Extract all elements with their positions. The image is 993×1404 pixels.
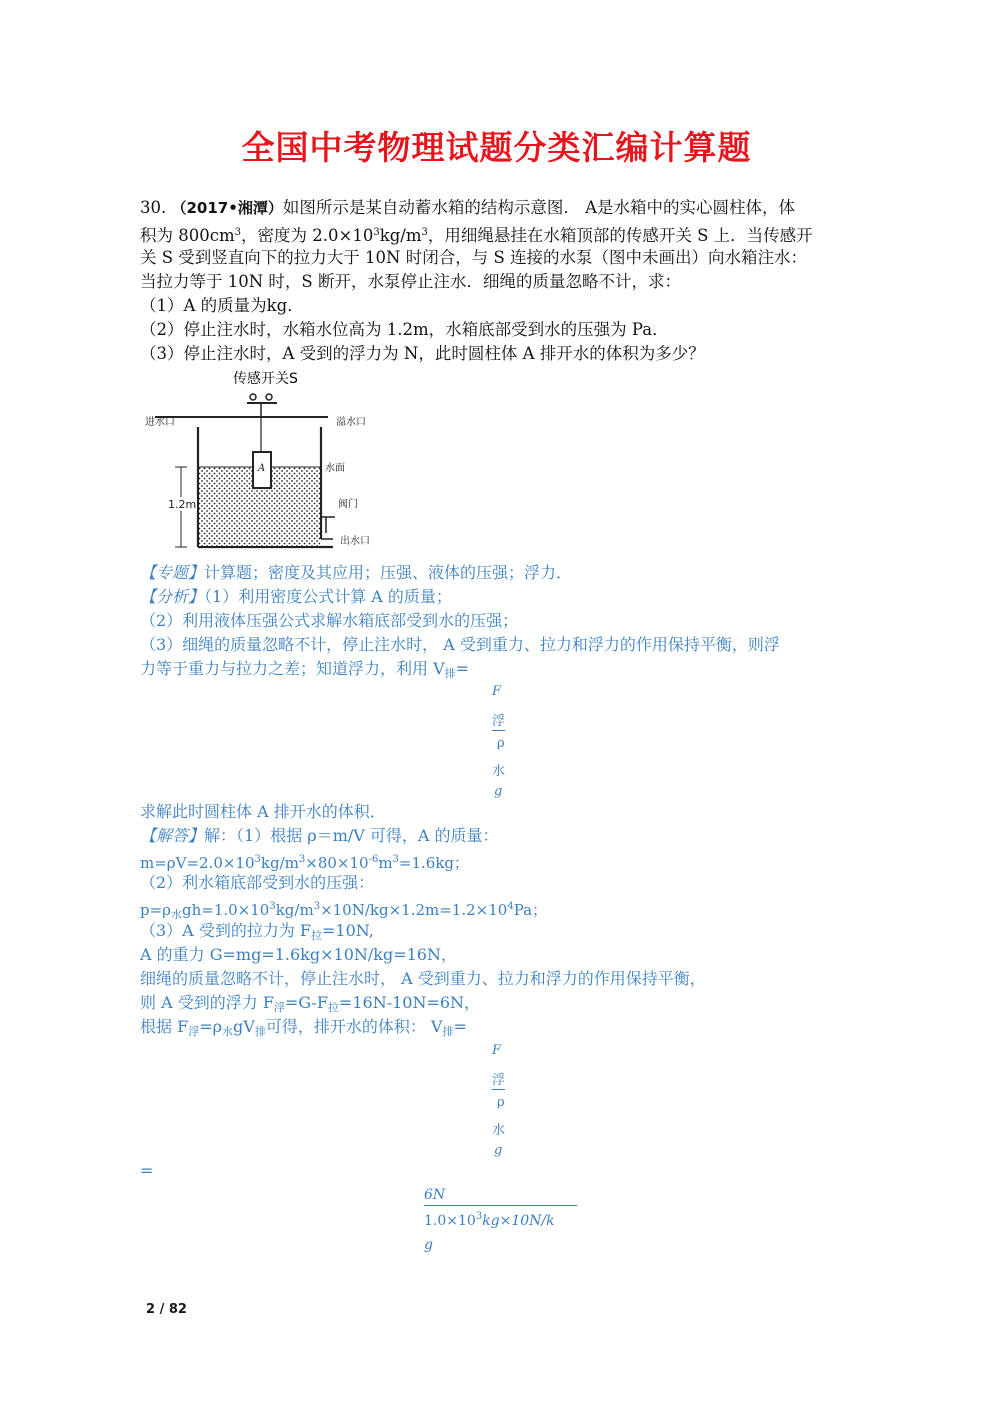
question-line-4: 当拉力等于 10N 时，S 断开，水泵停止注水．细绳的质量忽略不计，求： [140,272,681,291]
solution-line-9: 根据 $F_浮=\rho_水gV_排$可得，排开水的体积： $V_排=$ [140,1017,467,1038]
solution-equals: = [140,1161,154,1180]
fraction-f: F [492,684,502,699]
analysis-line-3: （3）细绳的质量忽略不计，停止注水时， A 受到重力、拉力和浮力的作用保持平衡，则浮 [140,635,780,654]
solution-line-1: 【解答】解：（1）根据 ρ＝m/V 可得，A 的质量： [140,826,499,845]
height-label: 1.2m [168,498,197,511]
topic-tag: 【专题】 [140,563,205,582]
water-tank-diagram [143,367,393,559]
topic-text: 计算题；密度及其应用；压强、液体的压强；浮力． [204,563,573,582]
solution-fraction-g: g [494,1143,503,1158]
analysis-line-4: 力等于重力与拉力之差；知道浮力，利用 $V_排=$ [140,659,470,680]
question-number: 30. [140,198,167,217]
solution-line-2: $m=\rho V=2.0\times 10^3kg/m^3\times 80\times 10^{-6}m^3=1.6kg$； [140,854,470,872]
question-line-2: 积为 $800cm^3$，密度为 $2.0\times 10^3kg/m^3$，用细绳悬挂在水箱顶部的传感开关 S 上．当传感开 [140,226,813,245]
final-denominator: $1.0\times 10^3kg\times 10N/k$ [424,1211,555,1229]
question-line-3: 关 S 受到竖直向下的拉力大于 10N 时闭合，与 S 连接的水泵（图中未画出）向水箱注水： [140,248,808,267]
solution-line-7: 细绳的质量忽略不计，停止注水时， A 受到重力、拉力和浮力的作用保持平衡， [140,969,706,988]
switch-contact-left [250,394,256,400]
solution-line-5: （3）A 受到的拉力为 $F_拉=10N$, [140,921,374,942]
solution-fraction-water: 水 [492,1123,506,1138]
cylinder-a-label: A [258,463,266,474]
final-denominator-g: g [424,1237,433,1253]
topic-line [140,562,572,584]
valve-label: 阀门 [338,499,358,510]
question-part-2: （2）停止注水时，水箱水位高为 1.2m，水箱底部受到水的压强为 Pa． [140,320,669,339]
question-source: （2017•湘潭） [171,199,283,217]
question-part-3: （3）停止注水时，A 受到的浮力为 N，此时圆柱体 A 排开水的体积为多少？ [140,344,705,363]
solution-fraction-rho: ρ [497,1095,505,1110]
question-part-1: （1）A 的质量为kg． [140,296,304,315]
solution-line-8: 则 A 受到的浮力 $F_浮=G-F_拉=16N-10N=6N$， [140,993,481,1014]
analysis-line-1: 【分析】（1）利用密度公式计算 A 的质量； [140,587,452,606]
fraction-rho: ρ [497,736,505,751]
inlet-label: 进水口 [145,417,175,428]
solution-line-6: A 的重力 G=mg=1.6kg×10N/kg=16N， [140,945,457,964]
solution-tag: 【解答】 [140,826,205,845]
fraction-g: g [494,784,503,799]
surface-label: 水面 [325,463,345,474]
page-title: 全国中考物理试题分类汇编计算题 [241,128,752,167]
solution-fraction-fu: 浮 [492,1069,505,1090]
analysis-end: 求解此时圆柱体 A 排开水的体积． [140,802,386,821]
analysis-tag: 【分析】 [140,587,205,606]
outlet-label: 出水口 [340,536,370,547]
switch-contact-right [266,394,272,400]
solution-line-4: $p=\rho_水gh=1.0\times 10^3kg/m^3\times 10N/kg\times 1.2m=1.2\times 10^4Pa$； [140,901,548,921]
question-text-1: 如图所示是某自动蓄水箱的结构示意图． A是水箱中的实心圆柱体，体 [282,198,796,217]
fraction-water: 水 [492,764,506,779]
overflow-label: 溢水口 [336,417,366,428]
tank-svg [143,367,393,555]
solution-line-3: （2）利水箱底部受到水的压强： [140,873,375,892]
switch-label: 传感开关S [233,371,298,387]
final-numerator: 6N [424,1187,446,1203]
analysis-line-2: （2）利用液体压强公式求解水箱底部受到水的压强； [140,611,519,630]
solution-fraction-f: F [492,1043,502,1058]
page-number: 2 / 82 [146,1302,187,1317]
question-line-1 [140,197,795,219]
final-fraction-bar [424,1205,577,1206]
fraction-fu: 浮 [492,710,505,731]
